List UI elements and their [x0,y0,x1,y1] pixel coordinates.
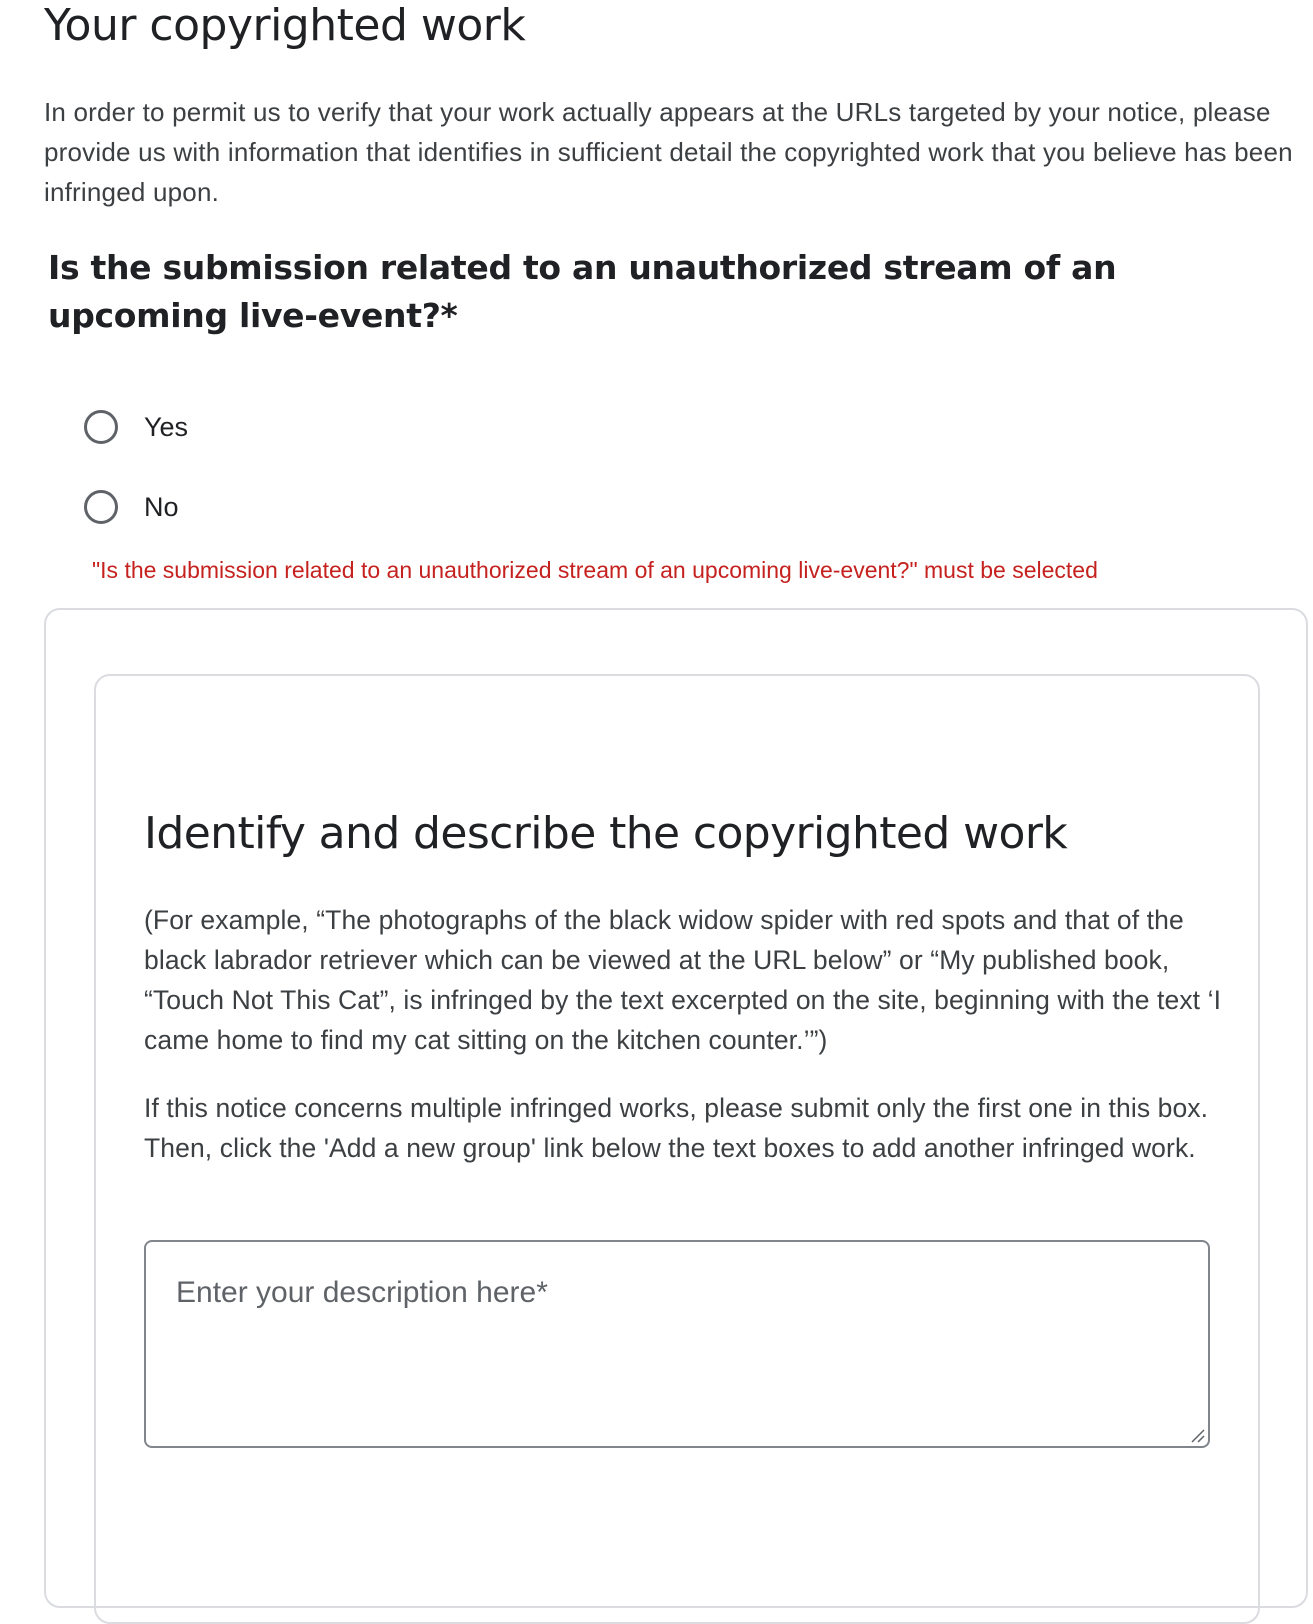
section-title: Your copyrighted work [44,0,526,51]
work-example-text: (For example, “The photographs of the black widow spider with red spots and that of the black labrador retriever which can be viewed at the URL below” or “My published book, “Touch Not This Cat”, is infringed by the text excerpted on the site, beginning with the text ‘I came home to find my cat sitting on the kitchen counter.’”) [144,905,1222,1055]
work-group-title: Identify and describe the copyrighted work [144,808,1068,859]
radio-button-no[interactable] [84,490,118,524]
radio-button-yes[interactable] [84,410,118,444]
section-intro: In order to permit us to verify that your work actually appears at the URLs targeted by your notice, please provide us with information that identifies in sufficient detail the copyrighted work that you believe has been infringed upon. [44,97,1293,207]
resize-grip-icon[interactable] [1188,1426,1206,1444]
radio-label-no: No [144,492,179,522]
radio-label-yes: Yes [144,412,189,442]
work-instructions-text: If this notice concerns multiple infringed works, please submit only the first one in this box. Then, click the 'Add a new group' link below the text boxes to add another infringed work. [144,1093,1209,1163]
radio-option-yes[interactable] [84,407,188,447]
radio-option-no[interactable] [84,487,179,527]
description-input[interactable] [144,1240,1210,1448]
validation-error: "Is the submission related to an unauthorized stream of an upcoming live-event?" must be selected [92,557,1098,583]
live-event-question: Is the submission related to an unauthorized stream of an upcoming live-event?* [48,248,1117,335]
